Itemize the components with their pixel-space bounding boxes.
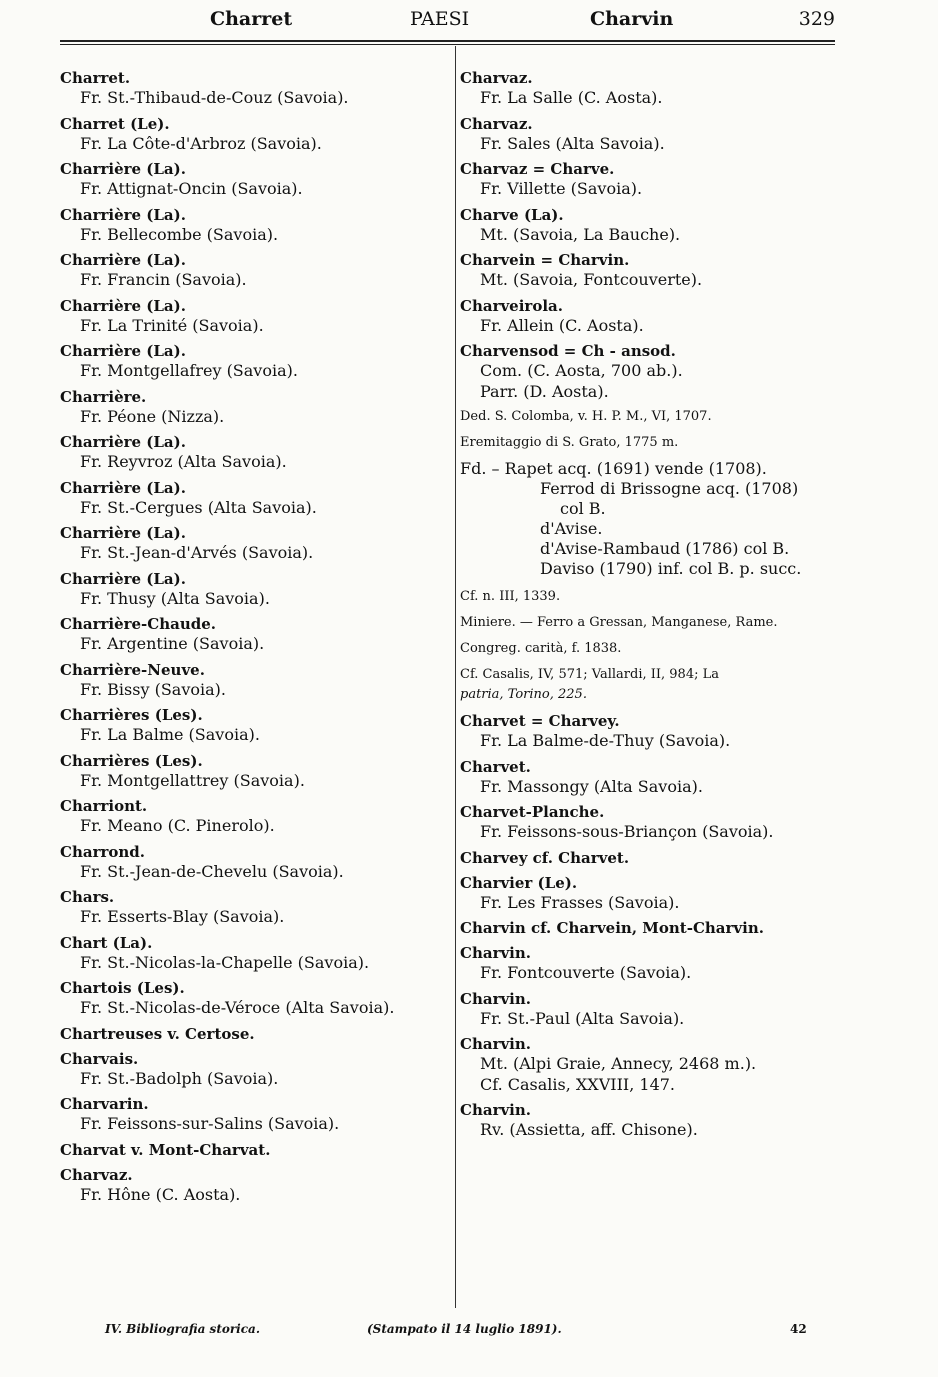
- entry-heading: Charvarin.: [60, 1095, 149, 1113]
- entry: [460, 848, 845, 868]
- note-cf-casalis: Cf. Casalis, IV, 571; Vallardi, II, 984; La: [460, 667, 719, 682]
- entry: [60, 205, 445, 246]
- entry-line: Fr. Montgellattrey (Savoia).: [80, 770, 305, 790]
- entry-line: Fr. St.-Nicolas-la-Chapelle (Savoia).: [80, 952, 370, 972]
- footer-left: IV. Bibliografia storica.: [105, 1322, 261, 1336]
- entry-line: Fr. Feissons-sur-Salins (Savoia).: [80, 1114, 340, 1133]
- entry-heading: Charvein = Charvin.: [460, 251, 630, 269]
- right-entries-top: [460, 68, 845, 402]
- entry-line: Fr. St.-Cergues (Alta Savoia).: [80, 497, 317, 517]
- entry-line: Fr. Les Frasses (Savoia).: [480, 892, 680, 912]
- entry: [460, 873, 845, 914]
- entry-line: Fr. St.-Nicolas-de-Véroce (Alta Savoia).: [80, 998, 395, 1017]
- entry-heading: Charrière-Neuve.: [60, 660, 205, 679]
- entry-heading: Charrière.: [60, 387, 147, 406]
- entry: [60, 68, 445, 109]
- entry-line: Fr. La Salle (C. Aosta).: [480, 88, 663, 107]
- note-ded: Ded. S. Colomba, v. H. P. M., VI, 1707.: [460, 409, 712, 424]
- entry-heading: Charret.: [60, 69, 131, 87]
- entry-heading: Charrière (La).: [60, 160, 186, 178]
- entry-heading: Charrière (La).: [60, 433, 186, 451]
- entry-line: Fr. St.-Jean-d'Arvés (Savoia).: [80, 543, 314, 562]
- header-center-title: PAESI: [410, 8, 470, 30]
- entry-line: Fr. Massongy (Alta Savoia).: [480, 776, 703, 796]
- entry-heading: Charriont.: [60, 797, 148, 815]
- charvensod-notes: [460, 407, 845, 705]
- entry-heading: Charrière (La).: [60, 251, 186, 269]
- entry-heading: Chartreuses v. Certose.: [60, 1024, 255, 1043]
- entry-line: Fr. Villette (Savoia).: [480, 179, 643, 198]
- entry: [60, 296, 445, 337]
- entry-heading: Charvensod = Ch - ansod.: [460, 342, 676, 360]
- feudatari-block: [460, 459, 845, 579]
- note-cf: Cf. n. III, 1339.: [460, 589, 561, 604]
- entry-heading: Charvat v. Mont-Charvat.: [60, 1140, 271, 1159]
- entry-heading: Charvey cf. Charvet.: [460, 848, 630, 867]
- right-entries-bottom: [460, 711, 845, 1141]
- entry-heading: Chart (La).: [60, 933, 153, 952]
- entry: [460, 989, 845, 1030]
- entry-line: Fr. Meano (C. Pinerolo).: [80, 816, 275, 835]
- header-rule: [60, 40, 835, 42]
- footer-center: (Stampato il 14 luglio 1891).: [367, 1322, 562, 1336]
- entry-heading: Charrières (Les).: [60, 706, 203, 724]
- fd-line: d'Avise-Rambaud (1786) col B.: [540, 539, 790, 558]
- entry-line: Fr. Reyvroz (Alta Savoia).: [80, 452, 287, 471]
- entry-line: Fr. La Balme-de-Thuy (Savoia).: [480, 731, 731, 750]
- header-left-word: Charret: [210, 8, 293, 30]
- header-right-word: Charvin: [590, 8, 674, 30]
- entry: [60, 705, 445, 746]
- entry-line: Fr. Bellecombe (Savoia).: [80, 224, 279, 244]
- entry-line: Cf. Casalis, XXVIII, 147.: [480, 1074, 676, 1094]
- entry-line: Fr. Sales (Alta Savoia).: [480, 133, 665, 153]
- note-miniere: Miniere. — Ferro a Gressan, Manganese, Rame.: [460, 615, 778, 630]
- entry-heading: Charrière (La).: [60, 569, 186, 588]
- entry-heading: Charvet = Charvey.: [460, 712, 620, 730]
- entry-line: Fr. Allein (C. Aosta).: [480, 315, 644, 335]
- entry: [460, 711, 845, 752]
- entry: [460, 918, 845, 938]
- entry: [460, 250, 845, 291]
- entry-heading: Charvaz.: [460, 114, 533, 133]
- entry-heading: Charrière (La).: [60, 478, 186, 497]
- entry-line: Com. (C. Aosta, 700 ab.).: [480, 361, 683, 380]
- entry-heading: Charrond.: [60, 842, 145, 861]
- entry-heading: Charrière (La).: [60, 342, 186, 360]
- entry-heading: Charvaz.: [460, 69, 533, 87]
- entry-heading: Charvin cf. Charvein, Mont-Charvin.: [460, 919, 764, 937]
- entry: [460, 296, 845, 337]
- note-cf-patria: patria, Torino, 225.: [460, 687, 587, 702]
- entry: [460, 802, 845, 843]
- entry-line: Fr. Attignat-Oncin (Savoia).: [80, 179, 303, 198]
- entry-line: Fr. La Balme (Savoia).: [80, 725, 260, 744]
- entry-heading: Charvais.: [60, 1049, 139, 1068]
- entry: [60, 523, 445, 564]
- entry: [60, 1140, 445, 1160]
- entry-heading: Charrière (La).: [60, 205, 186, 224]
- entry: [60, 842, 445, 883]
- entry: [60, 569, 445, 610]
- entry: [60, 341, 445, 382]
- entry: [60, 432, 445, 473]
- entry: [60, 478, 445, 519]
- entry: [60, 978, 445, 1019]
- page-number: 329: [798, 8, 835, 30]
- entry: [60, 250, 445, 291]
- footer-signature: 42: [790, 1322, 807, 1336]
- entry-heading: Charveirola.: [460, 296, 563, 315]
- entry: [60, 933, 445, 974]
- entry-heading: Charrière-Chaude.: [60, 615, 217, 633]
- entry-heading: Charret (Le).: [60, 114, 170, 133]
- right-column: [460, 68, 845, 1146]
- entry: [460, 68, 845, 109]
- entry-line: Fr. St.-Thibaud-de-Couz (Savoia).: [80, 88, 349, 107]
- entry-line: Fr. Hône (C. Aosta).: [80, 1184, 241, 1204]
- entry-line: Fr. Fontcouverte (Savoia).: [480, 963, 692, 982]
- entry: [60, 796, 445, 837]
- entry-heading: Charve (La).: [460, 205, 564, 224]
- entry-line: Fr. Bissy (Savoia).: [80, 679, 226, 699]
- entry-line: Fr. St.-Paul (Alta Savoia).: [480, 1008, 685, 1028]
- entry-line: Fr. Feissons-sous-Briançon (Savoia).: [480, 822, 774, 841]
- entry-heading: Charrières (Les).: [60, 751, 203, 770]
- entry-heading: Charvet.: [460, 757, 531, 776]
- entry: [60, 387, 445, 428]
- entry: [460, 114, 845, 155]
- entry: [460, 943, 845, 984]
- entry: [60, 1165, 445, 1206]
- entry-heading: Charrière (La).: [60, 296, 186, 315]
- entry-line: Parr. (D. Aosta).: [480, 381, 609, 401]
- entry: [460, 757, 845, 798]
- entry: [60, 751, 445, 792]
- fd-line: Fd. – Rapet acq. (1691) vende (1708).: [460, 459, 767, 478]
- entry-heading: Charrière (La).: [60, 524, 186, 542]
- column-divider: [455, 46, 456, 1308]
- note-congreg: Congreg. carità, f. 1838.: [460, 641, 622, 656]
- entry: [60, 1024, 445, 1044]
- entry-line: Fr. La Trinité (Savoia).: [80, 315, 264, 335]
- entry-line: Mt. (Savoia, Fontcouverte).: [480, 270, 703, 289]
- entry-heading: Charvin.: [460, 1101, 532, 1119]
- entry: [460, 1100, 845, 1141]
- entry-heading: Charvaz = Charve.: [460, 160, 615, 178]
- entry-line: Fr. Esserts-Blay (Savoia).: [80, 907, 285, 926]
- entry-heading: Charvin.: [460, 989, 532, 1008]
- entry-heading: Charvin.: [460, 944, 532, 962]
- entry: [60, 1049, 445, 1090]
- entry-line: Fr. St.-Jean-de-Chevelu (Savoia).: [80, 861, 344, 881]
- entry: [60, 614, 445, 655]
- entry: [460, 159, 845, 200]
- entry-line: Fr. Argentine (Savoia).: [80, 634, 265, 653]
- entry-line: Fr. Francin (Savoia).: [80, 270, 247, 289]
- fd-line: col B.: [560, 499, 606, 518]
- entry-heading: Chartois (Les).: [60, 979, 185, 997]
- entry: [460, 1034, 845, 1095]
- entry-line: Fr. Montgellafrey (Savoia).: [80, 361, 298, 380]
- entry-line: Fr. La Côte-d'Arbroz (Savoia).: [80, 133, 322, 153]
- entry: [460, 341, 845, 402]
- entry: [60, 887, 445, 928]
- entry: [60, 660, 445, 701]
- entry-line: Rv. (Assietta, aff. Chisone).: [480, 1120, 698, 1139]
- entry: [60, 114, 445, 155]
- entry-line: Fr. Thusy (Alta Savoia).: [80, 588, 270, 608]
- left-column: [60, 68, 445, 1210]
- entry-line: Mt. (Savoia, La Bauche).: [480, 224, 681, 244]
- fd-line: d'Avise.: [540, 519, 603, 538]
- entry: [460, 205, 845, 246]
- entry-heading: Charvier (Le).: [460, 873, 578, 892]
- entry: [60, 1094, 445, 1135]
- fd-line: Daviso (1790) inf. col B. p. succ.: [540, 559, 802, 578]
- entry-heading: Charvaz.: [60, 1165, 133, 1184]
- entry: [60, 159, 445, 200]
- entry-line: Fr. Péone (Nizza).: [80, 406, 225, 426]
- fd-line: Ferrod di Brissogne acq. (1708): [540, 479, 799, 498]
- header-rule-thin: [60, 44, 835, 45]
- entry-heading: Chars.: [60, 888, 115, 906]
- page-header: [60, 6, 835, 36]
- entry-heading: Charvin.: [460, 1035, 532, 1053]
- entry-line: Mt. (Alpi Graie, Annecy, 2468 m.).: [480, 1054, 757, 1073]
- entry-line: Fr. St.-Badolph (Savoia).: [80, 1068, 279, 1088]
- note-eremitaggio: Eremitaggio di S. Grato, 1775 m.: [460, 435, 679, 450]
- entry-heading: Charvet-Planche.: [460, 803, 605, 821]
